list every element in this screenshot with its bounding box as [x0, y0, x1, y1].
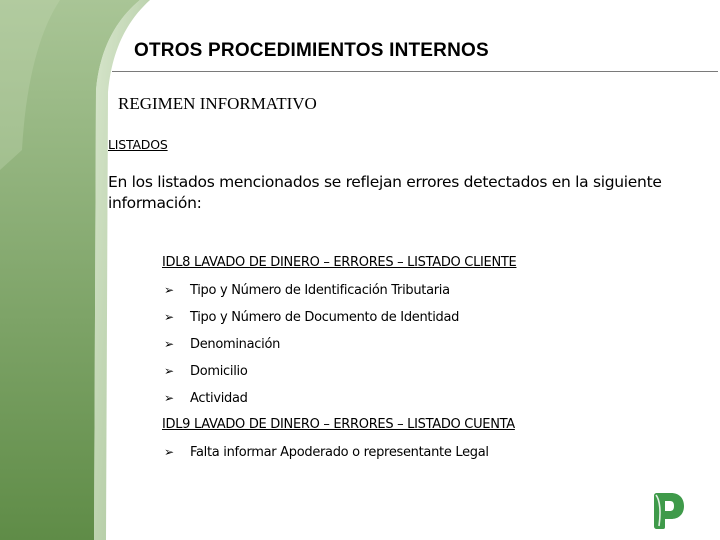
title-divider [112, 71, 718, 72]
list-item: ➢ Falta informar Apoderado o representante Legal [164, 445, 489, 460]
arrow-bullet-icon: ➢ [164, 391, 174, 405]
arrow-bullet-icon: ➢ [164, 283, 174, 297]
page-title: OTROS PROCEDIMIENTOS INTERNOS [134, 40, 489, 61]
bank-p-logo-icon [651, 492, 685, 530]
list-item: ➢ Tipo y Número de Documento de Identidad [164, 310, 460, 325]
arrow-bullet-icon: ➢ [164, 337, 174, 351]
arrow-bullet-icon: ➢ [164, 445, 174, 459]
arrow-bullet-icon: ➢ [164, 310, 174, 324]
section-label: LISTADOS [108, 137, 168, 152]
list-item: ➢ Domicilio [164, 364, 248, 379]
arrow-bullet-icon: ➢ [164, 364, 174, 378]
intro-text: En los listados mencionados se reflejan errores detectados en la siguiente información: [108, 173, 662, 212]
list-item: ➢ Actividad [164, 391, 248, 406]
list-item: ➢ Denominación [164, 337, 281, 352]
subtitle: REGIMEN INFORMATIVO [118, 94, 317, 113]
group-heading-cuenta: IDL9 LAVADO DE DINERO – ERRORES – LISTADO CUENTA [162, 417, 515, 432]
list-item: ➢ Tipo y Número de Identificación Tributaria [164, 283, 450, 298]
group-heading-cliente: IDL8 LAVADO DE DINERO – ERRORES – LISTADO CLIENTE [162, 255, 517, 270]
